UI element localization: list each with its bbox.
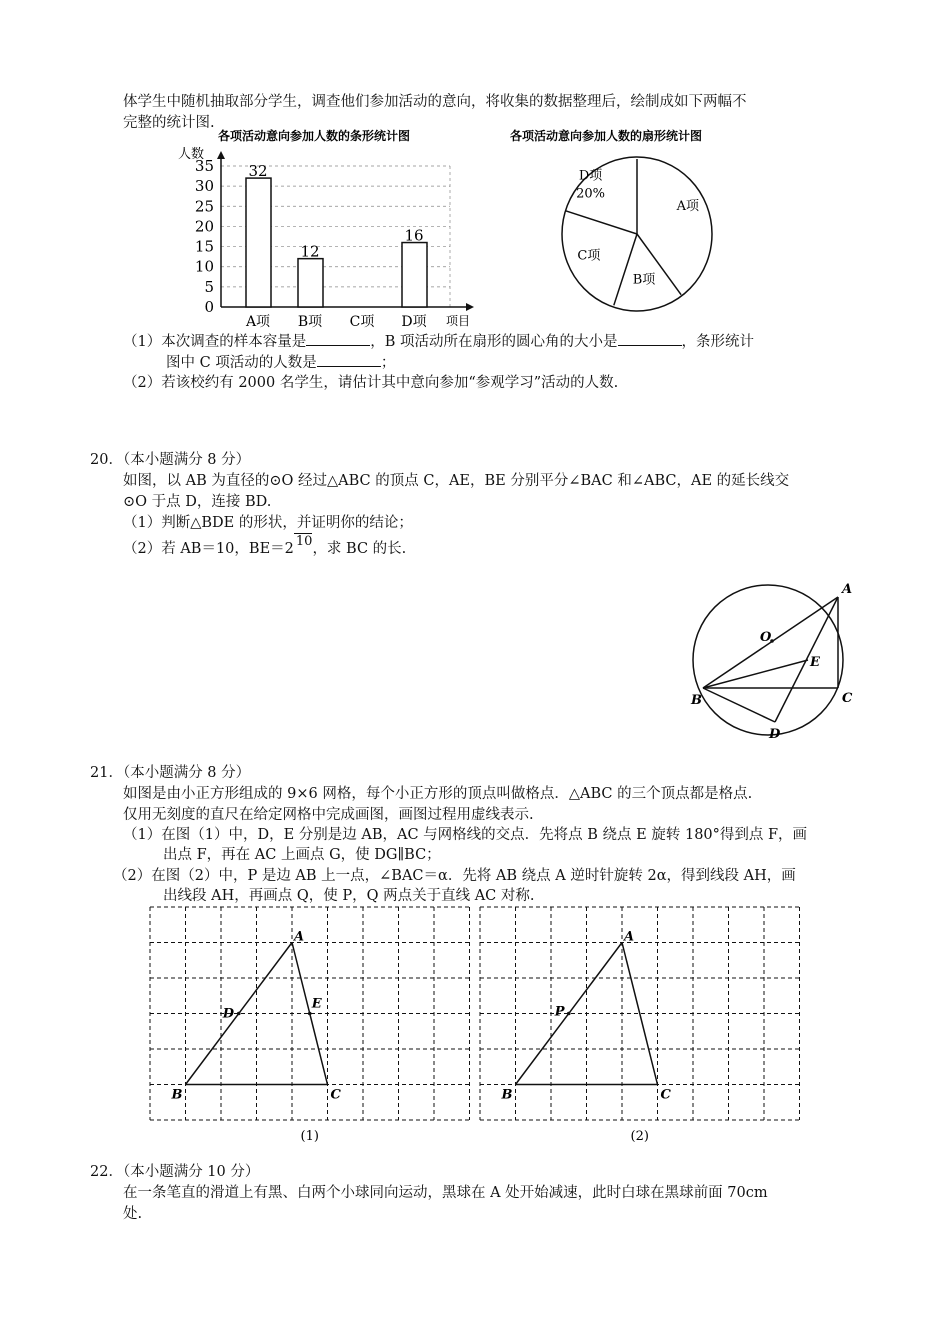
point-label-e: E xyxy=(810,655,820,670)
segment-bd xyxy=(703,688,775,722)
point-label-c: C xyxy=(842,691,853,706)
bar-data-label: 32 xyxy=(248,162,268,181)
answer-blank[interactable] xyxy=(306,331,370,346)
pie-percent-label: 20% xyxy=(576,186,606,202)
y-tick-label: 5 xyxy=(204,277,214,296)
q19-sub1-text: （1）本次调查的样本容量是 xyxy=(123,334,307,350)
pie-slice-label: C项 xyxy=(577,248,601,264)
point-label-d: D xyxy=(769,727,781,742)
q20-sub2 xyxy=(123,534,407,560)
bar-chart-title: 各项活动意向参加人数的条形统计图 xyxy=(218,129,411,143)
x-axis-label: 项目 xyxy=(446,314,471,328)
q19-sub1 xyxy=(123,331,754,352)
q19-intro-line1: 体学生中随机抽取部分学生，调查他们参加活动的意向，将收集的数据整理后，绘制成如下两幅不 xyxy=(123,94,747,110)
y-axis-arrow xyxy=(217,151,225,159)
y-tick-label: 20 xyxy=(194,217,214,236)
figure-caption: (1) xyxy=(300,1129,319,1144)
point-label-b: B xyxy=(501,1087,513,1103)
point-e xyxy=(308,1012,312,1016)
pie-chart-title: 各项活动意向参加人数的扇形统计图 xyxy=(510,129,703,143)
answer-blank[interactable] xyxy=(618,331,682,346)
point-label-c: C xyxy=(660,1087,671,1103)
q21-line2: 仅用无刻度的直尺在给定网格中完成画图，画图过程用虚线表示. xyxy=(123,807,534,823)
q20-sub2-text: ，求 BC 的长. xyxy=(312,541,407,557)
point-label-a: A xyxy=(842,582,853,597)
q19-sub2: （2）若该校约有 2000 名学生，请估计其中意向参加“参观学习”活动的人数. xyxy=(123,375,619,391)
point-label-e: E xyxy=(311,996,322,1012)
point-label-d: D xyxy=(222,1006,235,1022)
figure-caption: (2) xyxy=(630,1129,649,1144)
segment-be xyxy=(703,660,808,688)
point-label-a: A xyxy=(294,929,305,945)
point-label-b: B xyxy=(691,693,702,708)
bar-data-label: 12 xyxy=(300,242,320,261)
q22-line2: 处. xyxy=(123,1206,143,1222)
pie-slice-label: A项 xyxy=(676,199,699,215)
q20-line2: ⊙O 于点 D，连接 BD. xyxy=(123,494,272,510)
x-axis-arrow xyxy=(466,303,474,311)
point-d xyxy=(237,1012,241,1016)
sqrt-radicand: 10 xyxy=(295,534,313,549)
y-tick-label: 15 xyxy=(194,237,214,256)
q20-heading: 20．（本小题满分 8 分） xyxy=(90,452,251,468)
pie-slice-label: D项 xyxy=(578,168,603,184)
x-tick-label: A项 xyxy=(245,314,271,330)
bar xyxy=(298,259,323,307)
point-label-b: B xyxy=(171,1087,183,1103)
q20-line1: 如图，以 AB 为直径的⊙O 经过△ABC 的顶点 C，AE，BE 分别平分∠BAC 和∠ABC，AE 的延长线交 xyxy=(123,473,790,489)
y-axis-label: 人数 xyxy=(178,147,205,162)
point-label-p: P xyxy=(554,1004,565,1020)
circle-o xyxy=(693,585,843,735)
point-label-c: C xyxy=(330,1087,341,1103)
point-label-o: O xyxy=(760,630,772,645)
q21-sub1: （1）在图（1）中，D，E 分别是边 AB，AC 与网格线的交点．先将点 B 绕点 E 旋转 180°得到点 F，画 xyxy=(123,827,808,843)
q21-sub1-cont: 出点 F，再在 AC 上画点 G，使 DG∥BC； xyxy=(163,847,441,863)
q21-sub2-cont: 出线段 AH，再画点 Q，使 P，Q 两点关于直线 AC 对称. xyxy=(163,888,535,904)
y-tick-label: 10 xyxy=(194,257,214,276)
q19-intro-line2: 完整的统计图. xyxy=(123,115,215,131)
x-tick-label: C项 xyxy=(349,314,375,330)
q19-sub1-text: ； xyxy=(380,355,396,371)
q22-heading: 22．（本小题满分 10 分） xyxy=(90,1164,260,1180)
y-tick-label: 35 xyxy=(194,157,214,175)
q19-sub1-text: ，条形统计 xyxy=(681,334,754,350)
y-tick-label: 0 xyxy=(204,298,214,316)
y-tick-label: 30 xyxy=(194,177,214,196)
q21-line1: 如图是由小正方形组成的 9×6 网格，每个小正方形的顶点叫做格点．△ABC 的三个顶点都是格点. xyxy=(123,786,753,802)
q21-sub2: （2）在图（2）中，P 是边 AB 上一点，∠BAC＝α．先将 AB 绕点 A 逆时针旋转 2α，得到线段 AH，画 xyxy=(113,868,796,884)
pie-slice-label: B项 xyxy=(632,272,656,288)
y-tick-label: 25 xyxy=(194,197,214,216)
point-p xyxy=(567,1012,571,1016)
bar xyxy=(246,178,271,307)
q20-sub2-text: （2）若 AB＝10，BE＝2 xyxy=(123,541,294,557)
q19-sub1-cont xyxy=(166,352,395,373)
bar xyxy=(402,243,427,307)
q21-heading: 21．（本小题满分 8 分） xyxy=(90,765,251,781)
point-label-a: A xyxy=(624,929,635,945)
q20-sub1: （1）判断△BDE 的形状，并证明你的结论； xyxy=(123,515,413,531)
x-tick-label: D项 xyxy=(401,314,427,330)
q19-sub1-text: ，B 项活动所在扇形的圆心角的大小是 xyxy=(370,334,618,350)
bar-data-label: 16 xyxy=(404,226,424,245)
q19-sub1-text: 图中 C 项活动的人数是 xyxy=(166,355,317,371)
x-tick-label: B项 xyxy=(297,314,323,330)
answer-blank[interactable] xyxy=(317,352,381,367)
q22-line1: 在一条笔直的滑道上有黑、白两个小球同向运动，黑球在 A 处开始减速，此时白球在黑球前面 70cm xyxy=(123,1185,768,1201)
